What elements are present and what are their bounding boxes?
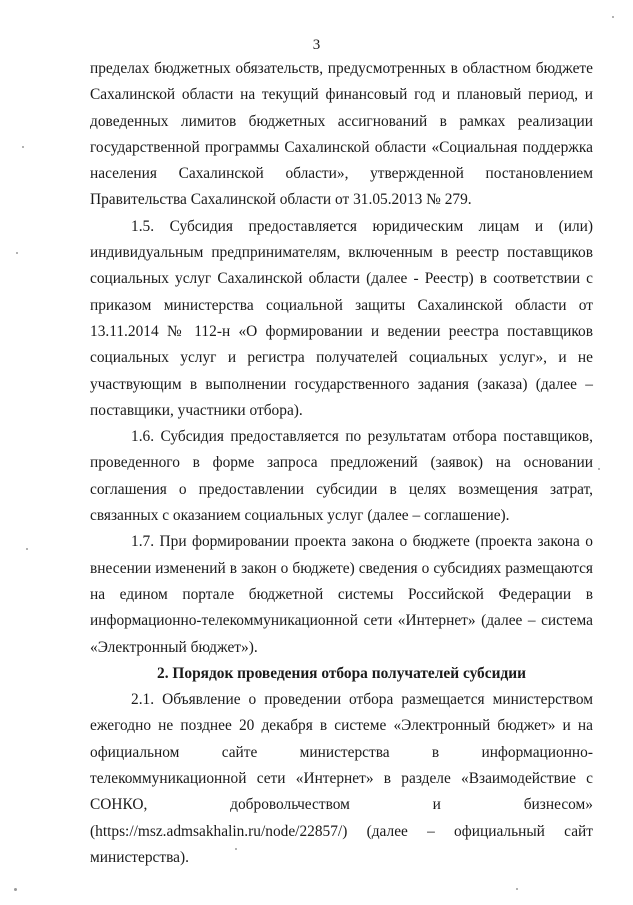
- scan-speck: [26, 548, 28, 550]
- section-heading: 2. Порядок проведения отбора получателей субсидии: [157, 664, 526, 682]
- page-number: 3: [312, 37, 321, 53]
- paragraph-1-6: 1.6. Субсидия предоставляется по результатам отбора поставщиков, проведенного в форме запроса предложений (заявок) на основании соглашения о предоставлении субсидии в целях возмещения затрат, связанных с оказанием социальных услуг (далее – соглашение).: [90, 428, 593, 525]
- scan-speck: [22, 146, 24, 148]
- scan-speck: [14, 888, 17, 891]
- scan-speck: [598, 468, 600, 470]
- paragraph-2-1: 2.1. Объявление о проведении отбора размещается министерством ежегодно не позднее 20 декабря в системе «Электронный бюджет» и на официальном сайте министерства в информационно-телекоммуникационной сети «Интернет» в разделе «Взаимодействие с СОНКО, добровольчеством и бизнесом» (https://msz.admsakhalin.ru/node/22857/) (далее – официальный сайт министерства).: [90, 691, 593, 866]
- scan-speck: [16, 252, 18, 254]
- paragraph-continuation: пределах бюджетных обязательств, предусмотренных в областном бюджете Сахалинской области на текущий финансовый год и плановый период, и доведенных лимитов бюджетных ассигнований в рамках реализации государственной программы Сахалинской области «Социальная поддержка населения Сахалинской области», утвержденной постановлением Правительства Сахалинской области от 31.05.2013 № 279.: [90, 60, 593, 209]
- document-body: [90, 56, 593, 871]
- paragraph-1-7: 1.7. При формировании проекта закона о бюджете (проекта закона о внесении изменений в закон о бюджете) сведения о субсидиях размещаются на едином портале бюджетной системы Российской Федерации в информационно-телекоммуникационной сети «Интернет» (далее – система «Электронный бюджет»).: [90, 533, 593, 656]
- scan-speck: [235, 848, 237, 850]
- paragraph-1-5: 1.5. Субсидия предоставляется юридическим лицам и (или) индивидуальным предпринимателям, включенным в реестр поставщиков социальных услуг Сахалинской области (далее - Реестр) в соответствии с приказом министерства социальной защиты Сахалинской области от 13.11.2014 № 112-н «О формировании и ведении реестра поставщиков социальных услуг и регистра получателей социальных услуг», и не участвующим в выполнении государственного задания (заказа) (далее – поставщики, участники отбора).: [90, 217, 593, 419]
- scan-speck: [612, 16, 614, 18]
- scan-speck: [516, 888, 518, 890]
